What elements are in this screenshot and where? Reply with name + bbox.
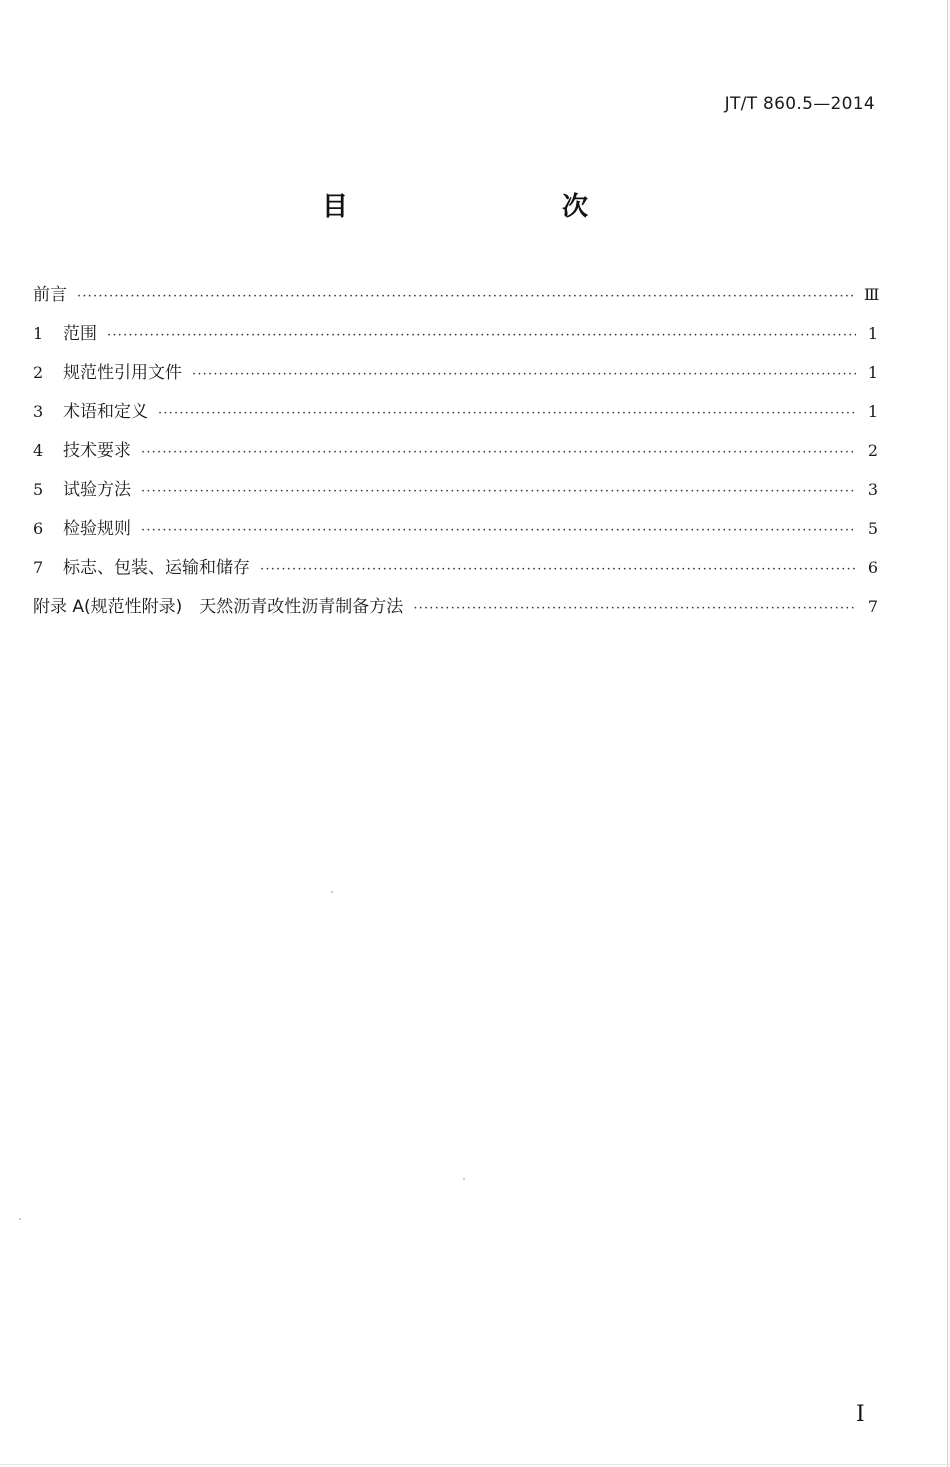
page-edge-bottom <box>0 1464 950 1465</box>
toc-entry-number: 2 <box>33 363 44 382</box>
toc-entry-number: 7 <box>33 558 44 577</box>
toc-entry-4[interactable] <box>33 436 878 475</box>
toc-entry-page: 6 <box>867 558 878 577</box>
toc-entry-6[interactable] <box>33 514 878 553</box>
toc-entry-label: 范围 <box>63 324 97 344</box>
standard-code: JT/T 860.5—2014 <box>724 94 875 114</box>
toc-entry-label: 前言 <box>33 285 67 305</box>
toc-entry-number: 4 <box>33 441 44 460</box>
toc-entry-number: 6 <box>33 519 44 538</box>
toc-entry-page: 1 <box>867 363 878 382</box>
toc-entry-number: 3 <box>33 402 44 421</box>
table-of-contents <box>33 280 878 631</box>
toc-entry-label: 规范性引用文件 <box>63 363 182 383</box>
toc-entry-2[interactable] <box>33 358 878 397</box>
dot-leader <box>107 328 856 343</box>
dot-leader <box>141 445 856 460</box>
toc-entry-label: 标志、包装、运输和储存 <box>63 558 250 578</box>
toc-entry-label: 术语和定义 <box>63 402 148 422</box>
toc-entry-page: 1 <box>867 324 878 343</box>
scan-speck <box>463 1178 465 1180</box>
toc-entry-label: 检验规则 <box>63 519 131 539</box>
dot-leader <box>192 367 856 382</box>
toc-entry-number: 5 <box>33 480 44 499</box>
toc-entry-number: 1 <box>33 324 44 343</box>
scan-speck <box>331 891 333 893</box>
toc-entry-page: Ⅲ <box>864 285 880 304</box>
toc-entry-page: 2 <box>867 441 878 460</box>
dot-leader <box>141 484 856 499</box>
toc-entry-label: 附录 A(规范性附录) 天然沥青改性沥青制备方法 <box>33 597 404 617</box>
toc-entry-label: 试验方法 <box>63 480 131 500</box>
toc-entry-label: 技术要求 <box>63 441 131 461</box>
toc-entry-page: 1 <box>867 402 878 421</box>
dot-leader <box>158 406 856 421</box>
dot-leader <box>77 289 856 304</box>
toc-entry-5[interactable] <box>33 475 878 514</box>
scan-speck <box>19 1218 21 1220</box>
toc-entry-appendix-a[interactable] <box>33 592 878 631</box>
page-edge-right <box>947 0 948 1467</box>
toc-entry-1[interactable] <box>33 319 878 358</box>
dot-leader <box>260 562 856 577</box>
toc-entry-foreword[interactable] <box>33 280 878 319</box>
toc-entry-page: 7 <box>867 597 878 616</box>
toc-entry-page: 5 <box>867 519 878 538</box>
dot-leader <box>141 523 856 538</box>
toc-entry-7[interactable] <box>33 553 878 592</box>
page-number: I <box>856 1402 865 1427</box>
page-title: 目 次 <box>321 192 642 222</box>
toc-entry-page: 3 <box>867 480 878 499</box>
toc-entry-3[interactable] <box>33 397 878 436</box>
dot-leader <box>413 601 856 616</box>
